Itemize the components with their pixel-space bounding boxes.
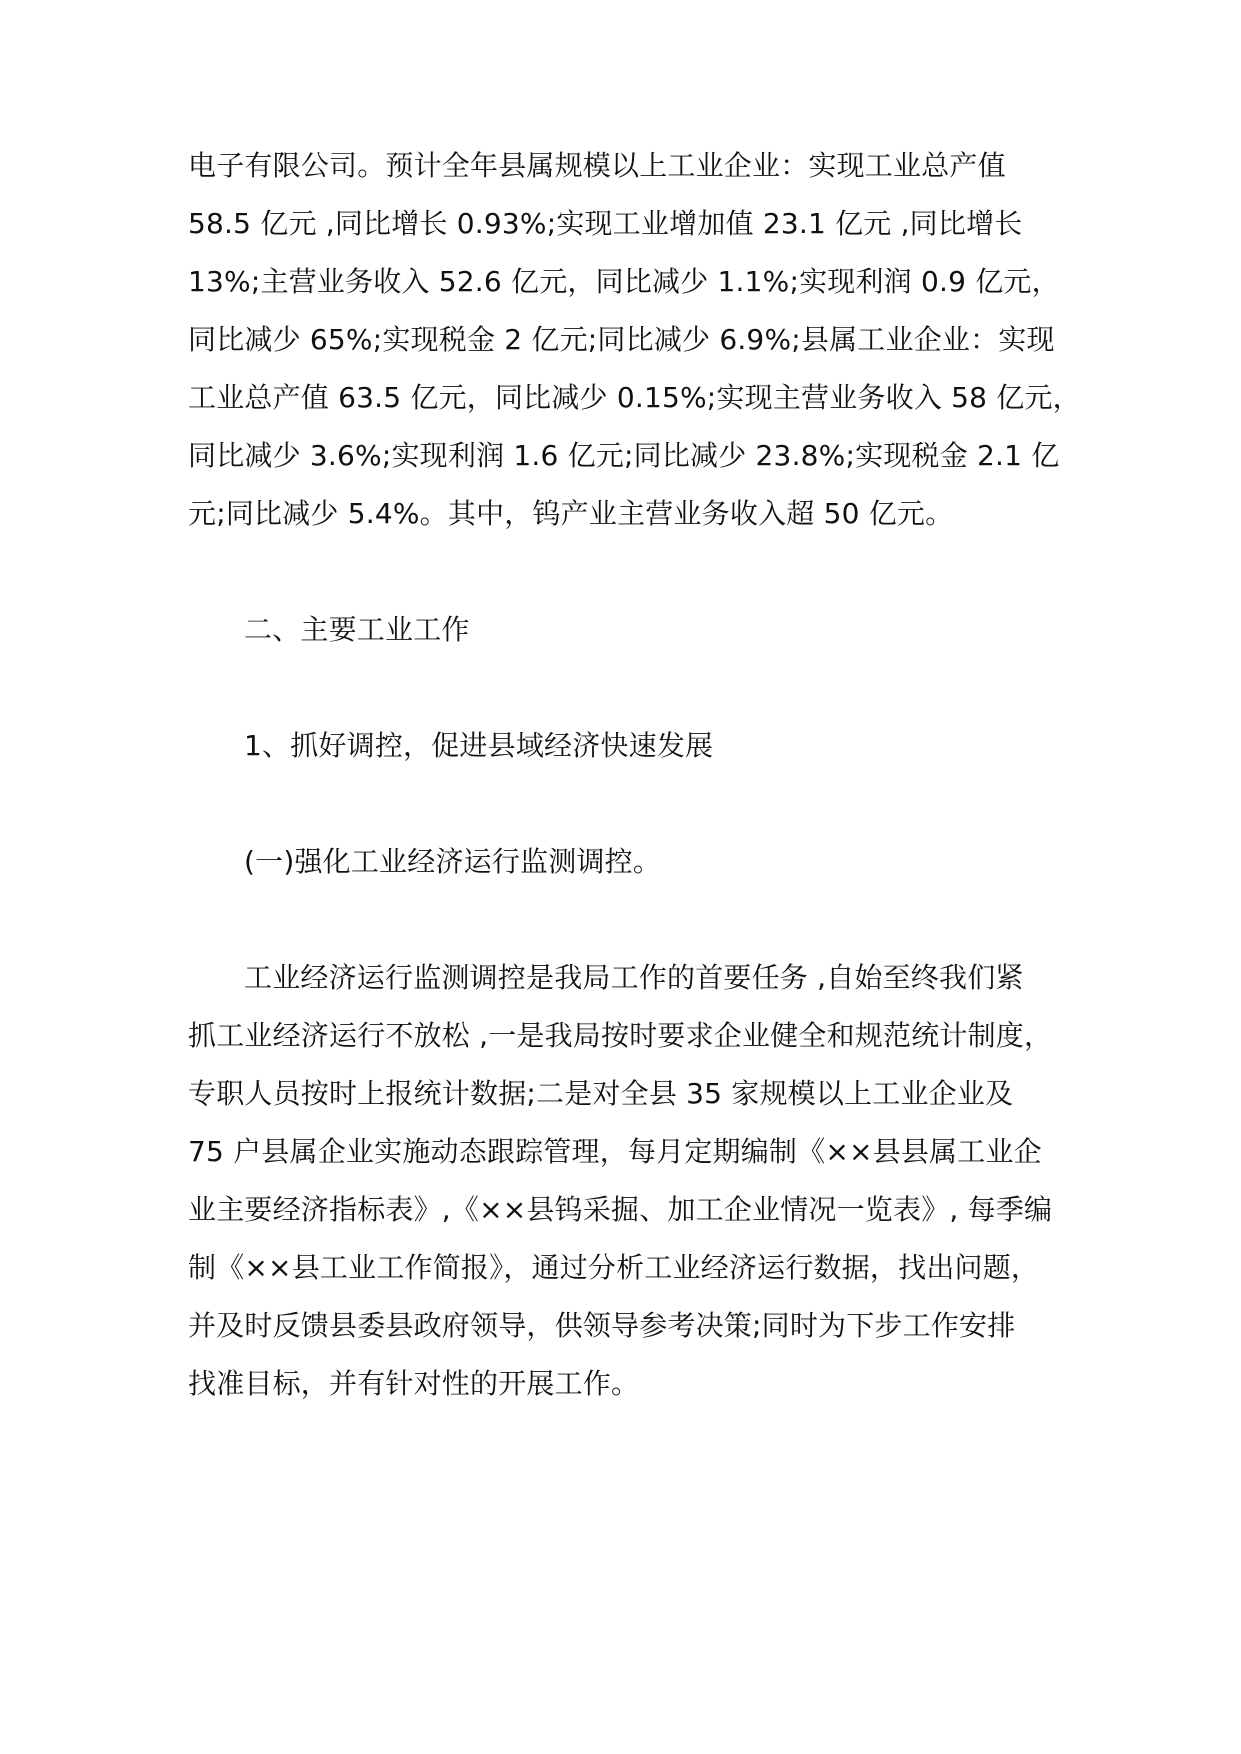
paragraph-line: 并及时反馈县委县政府领导，供领导参考决策;同时为下步工作安排 bbox=[188, 1309, 1016, 1342]
paragraph-line: 抓工业经济运行不放松 ,一是我局按时要求企业健全和规范统计制度， bbox=[188, 1019, 1053, 1052]
paragraph-line: 电子有限公司。预计全年县属规模以上工业企业：实现工业总产值 bbox=[188, 149, 1006, 182]
sub-heading: (一)强化工业经济运行监测调控。 bbox=[244, 845, 662, 878]
paragraph-line: 业主要经济指标表》,《××县钨采掘、加工企业情况一览表》, 每季编 bbox=[188, 1193, 1053, 1226]
paragraph-line: 找准目标，并有针对性的开展工作。 bbox=[188, 1367, 640, 1400]
paragraph-line: 制《××县工业工作简报》，通过分析工业经济运行数据，找出问题， bbox=[188, 1251, 1040, 1284]
item-heading: 1、抓好调控，促进县域经济快速发展 bbox=[244, 729, 714, 762]
paragraph-line: 专职人员按时上报统计数据;二是对全县 35 家规模以上工业企业及 bbox=[188, 1077, 1014, 1110]
section-heading: 二、主要工业工作 bbox=[244, 613, 470, 646]
paragraph-line: 工业经济运行监测调控是我局工作的首要任务 ,自始至终我们紧 bbox=[244, 961, 1024, 994]
paragraph-line: 13%;主营业务收入 52.6 亿元，同比减少 1.1%;实现利润 0.9 亿元， bbox=[188, 265, 1060, 298]
paragraph-line: 58.5 亿元 ,同比增长 0.93%;实现工业增加值 23.1 亿元 ,同比增长 bbox=[188, 207, 1023, 240]
paragraph-line: 工业总产值 63.5 亿元，同比减少 0.15%;实现主营业务收入 58 亿元， bbox=[188, 381, 1081, 414]
paragraph-line: 75 户县属企业实施动态跟踪管理，每月定期编制《××县县属工业企 bbox=[188, 1135, 1042, 1168]
paragraph-line: 同比减少 65%;实现税金 2 亿元;同比减少 6.9%;县属工业企业：实现 bbox=[188, 323, 1055, 356]
paragraph-line: 同比减少 3.6%;实现利润 1.6 亿元;同比减少 23.8%;实现税金 2.1 亿 bbox=[188, 439, 1060, 472]
paragraph-line: 元;同比减少 5.4%。其中，钨产业主营业务收入超 50 亿元。 bbox=[188, 497, 954, 530]
